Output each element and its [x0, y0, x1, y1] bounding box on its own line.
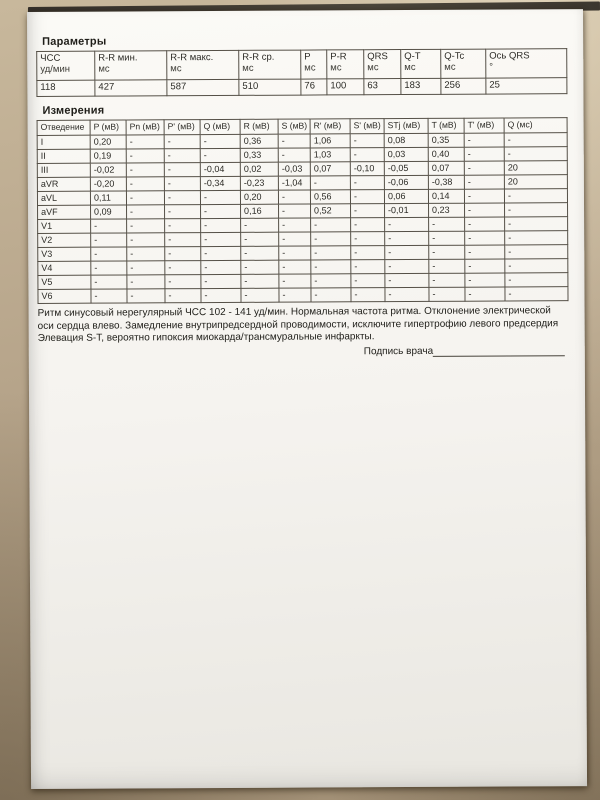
- conclusion-paragraph-1: Ритм синусовый нерегулярный ЧСС 102 - 141 уд/мин. Нормальная частота ритма. Отклонение электрической оси сердца влево. Замедление внутрипредсердной проводимости, исключите гипертрофию левого предсердия: [37, 305, 559, 332]
- measurement-value: -: [504, 133, 567, 147]
- measurement-value: -: [429, 231, 465, 245]
- measurement-value: -: [465, 217, 505, 231]
- measurements-column-header: S (мВ): [278, 119, 310, 134]
- measurement-value: -: [201, 218, 241, 232]
- measurement-value: 0,19: [90, 149, 126, 163]
- measurement-value: -: [165, 233, 201, 247]
- measurement-value: -: [201, 288, 241, 302]
- measurement-value: -: [127, 275, 165, 289]
- measurement-value: -: [385, 273, 429, 287]
- measurement-value: -: [385, 287, 429, 301]
- measurement-value: -: [465, 259, 505, 273]
- measurement-value: 0,40: [428, 147, 464, 161]
- measurement-value: -: [126, 149, 164, 163]
- measurement-value: -: [127, 289, 165, 303]
- parameters-header-row: [37, 49, 567, 81]
- lead-name: V4: [38, 261, 91, 275]
- measurement-value: -: [201, 232, 241, 246]
- measurements-column-header: P (мВ): [90, 120, 126, 135]
- parameter-value: 183: [401, 78, 441, 94]
- measurement-value: -: [351, 274, 385, 288]
- lead-name: III: [37, 163, 90, 177]
- measurement-value: -: [351, 260, 385, 274]
- signature-row: [38, 345, 568, 359]
- measurement-value: 20: [504, 175, 567, 189]
- parameters-title: Параметры: [42, 35, 107, 48]
- measurement-value: -: [279, 260, 311, 274]
- measurement-value: -: [127, 205, 165, 219]
- measurements-column-header: STj (мВ): [384, 118, 428, 133]
- measurement-value: -: [278, 190, 310, 204]
- measurement-value: 0,07: [310, 162, 350, 176]
- measurement-value: 1,03: [310, 148, 350, 162]
- measurement-value: -: [505, 231, 568, 245]
- measurement-value: -: [311, 260, 351, 274]
- measurement-value: -: [385, 259, 429, 273]
- measurement-value: -: [279, 288, 311, 302]
- lead-name: V1: [38, 219, 91, 233]
- measurement-value: -: [241, 274, 279, 288]
- measurement-value: -0,34: [200, 176, 240, 190]
- measurement-value: -: [350, 176, 384, 190]
- measurement-value: -: [464, 147, 504, 161]
- lead-name: I: [37, 135, 90, 149]
- parameters-column-header: P мс: [301, 50, 327, 79]
- lead-name: aVF: [38, 205, 91, 219]
- measurement-value: -: [505, 259, 568, 273]
- measurement-value: -: [241, 260, 279, 274]
- measurement-value: -: [164, 163, 200, 177]
- parameters-column-header: ЧСС уд/мин: [37, 51, 95, 80]
- measurement-value: 0,03: [384, 147, 428, 161]
- measurement-value: -: [464, 189, 504, 203]
- measurements-column-header: P' (мВ): [164, 120, 200, 135]
- measurement-value: -: [91, 261, 127, 275]
- conclusion-text: [38, 305, 568, 346]
- measurement-value: -: [91, 233, 127, 247]
- measurement-value: -: [165, 247, 201, 261]
- measurement-value: -: [505, 287, 568, 301]
- parameters-column-header: R-R ср. мс: [239, 50, 301, 79]
- measurement-value: -: [164, 135, 200, 149]
- measurement-value: -: [350, 134, 384, 148]
- measurement-value: 0,16: [241, 204, 279, 218]
- parameters-column-header: Q-T мс: [401, 49, 441, 78]
- measurement-value: -: [311, 274, 351, 288]
- measurements-column-header: Q (мс): [504, 118, 567, 133]
- parameters-column-header: Q-Tc мс: [441, 49, 486, 78]
- measurement-value: -: [91, 247, 127, 261]
- measurement-value: -: [279, 246, 311, 260]
- signature-label: Подпись врача: [363, 345, 434, 358]
- parameters-column-header: R-R мин. мс: [95, 51, 167, 80]
- measurement-value: -1,04: [278, 176, 310, 190]
- measurement-value: -: [385, 217, 429, 231]
- measurement-value: 0,14: [428, 189, 464, 203]
- measurement-value: -: [504, 147, 567, 161]
- lead-name: V6: [38, 289, 91, 303]
- measurement-value: -: [504, 189, 567, 203]
- measurement-value: -: [350, 190, 384, 204]
- measurement-value: 0,07: [428, 161, 464, 175]
- measurements-column-header: R' (мВ): [310, 119, 350, 134]
- measurement-value: -: [127, 219, 165, 233]
- parameter-value: 63: [364, 79, 401, 95]
- measurements-column-header: Pn (мВ): [126, 120, 164, 135]
- lead-name: V3: [38, 247, 91, 261]
- measurement-value: 0,11: [90, 191, 126, 205]
- measurement-value: 0,20: [240, 190, 278, 204]
- parameters-column-header: R-R макс. мс: [167, 50, 239, 79]
- measurements-title: Измерения: [42, 104, 105, 117]
- measurement-value: -: [429, 287, 465, 301]
- lead-name: aVR: [37, 177, 90, 191]
- measurement-value: -: [164, 177, 200, 191]
- measurement-value: -: [351, 204, 385, 218]
- signature-line: [433, 345, 565, 357]
- measurement-value: -: [278, 148, 310, 162]
- measurement-value: -: [351, 246, 385, 260]
- measurement-value: -0,38: [428, 175, 464, 189]
- measurement-value: -: [126, 135, 164, 149]
- measurements-column-header: T (мВ): [428, 118, 464, 133]
- measurement-value: -: [385, 231, 429, 245]
- measurement-row: [38, 287, 568, 304]
- measurement-value: 0,56: [310, 190, 350, 204]
- measurement-value: 0,33: [240, 148, 278, 162]
- measurement-value: -: [241, 232, 279, 246]
- measurement-value: -: [126, 177, 164, 191]
- measurement-value: -: [200, 134, 240, 148]
- measurement-value: -0,06: [384, 175, 428, 189]
- parameters-table: [36, 48, 567, 97]
- measurement-value: -: [385, 245, 429, 259]
- parameters-value-row: [37, 78, 567, 97]
- measurements-body: [37, 133, 568, 304]
- document-page: [27, 9, 587, 789]
- measurements-table: [37, 117, 569, 304]
- parameters-column-header: Ось QRS °: [486, 49, 567, 78]
- parameters-column-header: P-R мс: [327, 50, 364, 79]
- measurement-value: -: [241, 288, 279, 302]
- measurement-value: -: [311, 246, 351, 260]
- measurement-value: -: [164, 149, 200, 163]
- measurement-value: -: [465, 245, 505, 259]
- conclusion-paragraph-2: Элевация S-T, вероятно гипоксия миокарда/трансмуральные инфаркты.: [37, 331, 375, 345]
- measurement-value: 0,09: [91, 205, 127, 219]
- measurement-value: 0,08: [384, 133, 428, 147]
- measurement-value: -: [91, 275, 127, 289]
- signature-spacer: [38, 357, 364, 359]
- measurement-value: -: [465, 231, 505, 245]
- measurement-value: -0,05: [384, 161, 428, 175]
- measurement-value: -: [429, 273, 465, 287]
- measurement-value: -: [505, 245, 568, 259]
- measurements-column-header: S' (мВ): [350, 119, 384, 134]
- parameter-value: 100: [327, 79, 364, 95]
- parameters-column-header: QRS мс: [364, 50, 401, 79]
- page-content: [27, 9, 585, 359]
- measurement-value: -: [165, 219, 201, 233]
- measurement-value: 0,06: [384, 189, 428, 203]
- measurement-value: -: [429, 259, 465, 273]
- measurement-value: -: [311, 232, 351, 246]
- measurement-value: -: [465, 287, 505, 301]
- measurement-value: -: [310, 176, 350, 190]
- measurement-value: -: [200, 190, 240, 204]
- measurement-value: -: [429, 245, 465, 259]
- measurement-value: -: [278, 134, 310, 148]
- measurement-value: -: [91, 289, 127, 303]
- measurement-value: -: [165, 275, 201, 289]
- measurement-value: -0,01: [385, 203, 429, 217]
- parameter-value: 76: [301, 79, 327, 95]
- measurements-column-header: Отведение: [37, 120, 90, 135]
- lead-name: V2: [38, 233, 91, 247]
- measurement-value: -: [350, 148, 384, 162]
- measurement-value: -: [279, 204, 311, 218]
- measurement-value: -0,02: [90, 163, 126, 177]
- measurement-value: -: [279, 218, 311, 232]
- measurement-value: 0,52: [311, 204, 351, 218]
- measurement-value: -: [165, 261, 201, 275]
- measurement-value: -: [127, 247, 165, 261]
- measurement-value: -: [464, 175, 504, 189]
- parameter-value: 256: [441, 78, 486, 94]
- measurement-value: -: [165, 205, 201, 219]
- measurement-value: -: [279, 274, 311, 288]
- measurement-value: -: [279, 232, 311, 246]
- measurement-value: -: [465, 273, 505, 287]
- measurements-column-header: T' (мВ): [464, 118, 504, 133]
- measurement-value: -0,23: [240, 176, 278, 190]
- measurement-value: -: [351, 232, 385, 246]
- parameter-value: 25: [486, 78, 567, 94]
- measurement-value: 0,02: [240, 162, 278, 176]
- measurement-value: -: [201, 260, 241, 274]
- measurement-value: -: [127, 233, 165, 247]
- measurement-value: -: [464, 133, 504, 147]
- measurement-value: -: [126, 191, 164, 205]
- measurement-value: -: [201, 204, 241, 218]
- measurements-column-header: R (мВ): [240, 119, 278, 134]
- measurement-value: -: [201, 246, 241, 260]
- measurement-value: -0,03: [278, 162, 310, 176]
- measurement-value: -: [351, 288, 385, 302]
- measurement-value: -: [311, 218, 351, 232]
- measurement-value: -: [201, 274, 241, 288]
- measurements-column-header: Q (мВ): [200, 119, 240, 134]
- measurement-value: -: [464, 161, 504, 175]
- measurement-value: -: [505, 203, 568, 217]
- measurement-value: -: [241, 218, 279, 232]
- measurement-value: -: [200, 148, 240, 162]
- measurement-value: -0,10: [350, 162, 384, 176]
- measurement-value: -: [465, 203, 505, 217]
- parameter-value: 587: [167, 79, 239, 95]
- measurement-value: 0,20: [90, 135, 126, 149]
- measurement-value: 0,23: [429, 203, 465, 217]
- measurement-value: -: [127, 261, 165, 275]
- parameter-value: 510: [239, 79, 301, 95]
- lead-name: V5: [38, 275, 91, 289]
- measurement-value: 20: [504, 161, 567, 175]
- measurement-value: -: [505, 273, 568, 287]
- measurement-value: -: [241, 246, 279, 260]
- measurement-value: -: [351, 218, 385, 232]
- measurement-value: -: [165, 289, 201, 303]
- lead-name: aVL: [37, 191, 90, 205]
- measurement-value: -: [164, 191, 200, 205]
- parameter-value: 427: [95, 80, 167, 96]
- lead-name: II: [37, 149, 90, 163]
- parameter-value: 118: [37, 80, 95, 96]
- measurement-value: -: [311, 288, 351, 302]
- measurement-value: 0,35: [428, 133, 464, 147]
- measurement-value: 0,36: [240, 134, 278, 148]
- measurement-value: -: [126, 163, 164, 177]
- measurement-value: -: [91, 219, 127, 233]
- measurement-value: -0,04: [200, 162, 240, 176]
- measurement-value: -0,20: [90, 177, 126, 191]
- measurement-value: -: [505, 217, 568, 231]
- measurement-value: -: [429, 217, 465, 231]
- measurement-value: 1,06: [310, 134, 350, 148]
